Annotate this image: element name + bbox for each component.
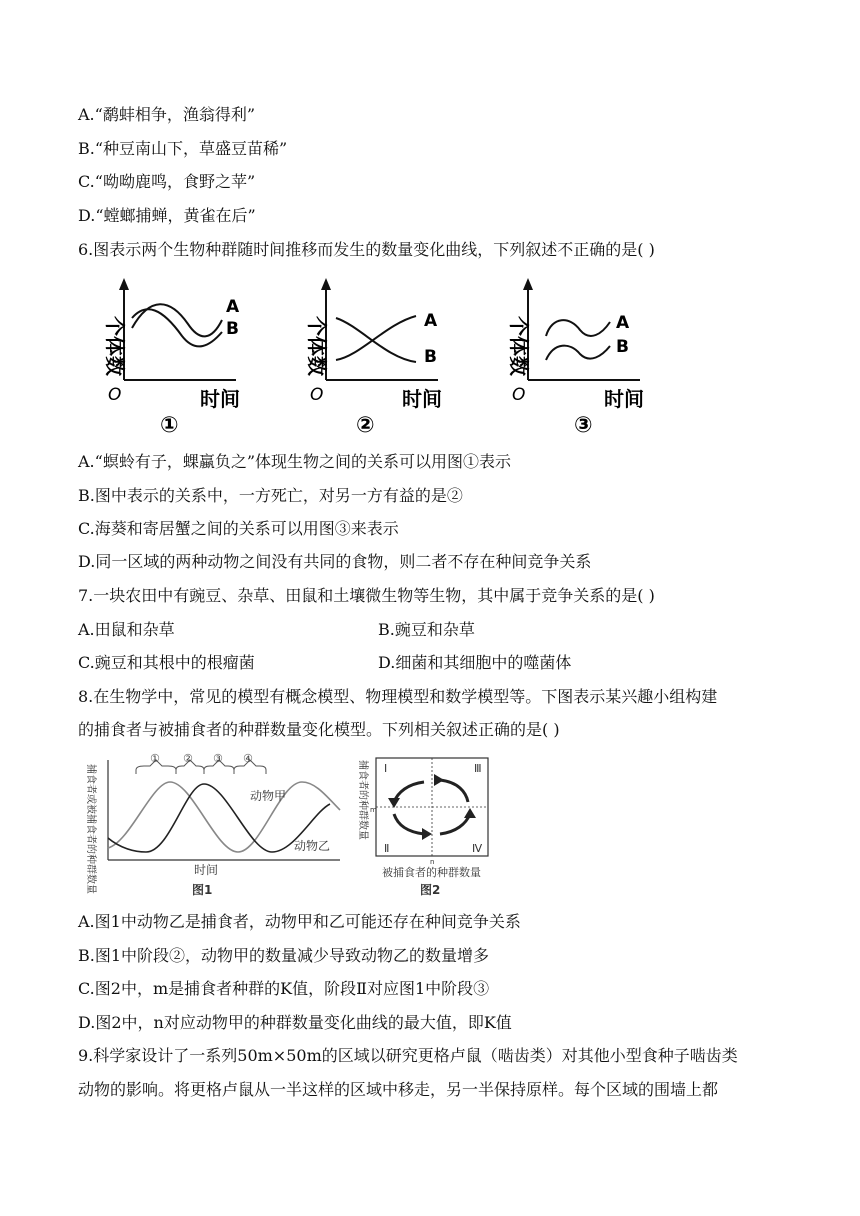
q6-option-c: C.海葵和寄居蟹之间的关系可以用图③来表示 [78, 519, 399, 538]
fig2-xlabel: 时间 [402, 387, 442, 411]
fig1-origin: O [108, 385, 122, 405]
fig3-xlabel: 时间 [604, 387, 644, 411]
fig1-xlabel: 时间 [194, 863, 219, 877]
q6-figure-1 [103, 278, 240, 438]
fig2-xlabel: 被捕食者的种群数量 [382, 866, 481, 879]
q6-figure-3 [507, 278, 644, 438]
fig2-quadrant-2: Ⅱ [384, 842, 390, 855]
fig1-ylabel: 捕食者或被捕食者的种群数量 [85, 764, 96, 894]
fig1-series-jia: 动物甲 [250, 789, 287, 803]
fig1-ylabel: 个体数 [103, 316, 127, 376]
fig2-quadrant-4: Ⅳ [472, 842, 483, 855]
q6-figure-2 [305, 278, 442, 438]
q8-figure-2 [354, 752, 502, 900]
q5-option-d: D.“螳螂捕蝉，黄雀在后” [78, 206, 256, 225]
fig2-quadrant-1: Ⅰ [384, 762, 388, 775]
fig3-label-b: B [616, 337, 629, 357]
fig3-origin: O [512, 385, 526, 405]
fig2-label-b: B [424, 347, 437, 367]
fig1-stage-3: ③ [213, 752, 223, 765]
q7-stem: 7.一块农田中有豌豆、杂草、田鼠和土壤微生物等生物，其中属于竞争关系的是( ) [78, 586, 655, 605]
q7-option-a: A.田鼠和杂草 [78, 620, 175, 639]
q8-stem-line2: 的捕食者与被捕食者的种群数量变化模型。下列相关叙述正确的是( ) [78, 720, 560, 739]
fig2-m: m [370, 806, 377, 814]
q7-option-d: D.细菌和其细胞中的噬菌体 [378, 653, 572, 672]
q8-option-d: D.图2中，n对应动物甲的种群数量变化曲线的最大值，即K值 [78, 1013, 512, 1032]
fig1-label-a: A [226, 297, 240, 317]
q9-line2: 动物的影响。将更格卢鼠从一半这样的区域中移走，另一半保持原样。每个区域的围墙上都 [78, 1080, 719, 1099]
fig1-number: ① [160, 413, 179, 438]
q7-option-b: B.豌豆和杂草 [378, 620, 475, 639]
fig3-label-a: A [616, 313, 630, 333]
q8-figure-1 [80, 752, 344, 900]
fig1-label-b: B [226, 319, 239, 339]
fig2-caption: 图2 [420, 883, 441, 897]
fig3-ylabel: 个体数 [507, 316, 531, 376]
fig2-n: n [430, 858, 435, 866]
fig3-number: ③ [574, 413, 593, 438]
q8-stem-line1: 8.在生物学中，常见的模型有概念模型、物理模型和数学模型等。下图表示某兴趣小组构建 [78, 687, 718, 706]
q6-stem: 6.图表示两个生物种群随时间推移而发生的数量变化曲线，下列叙述不正确的是( ) [78, 240, 655, 259]
q5-option-c: C.“呦呦鹿鸣，食野之苹” [78, 172, 256, 191]
fig2-ylabel: 个体数 [305, 316, 329, 376]
q6-figures [88, 276, 668, 441]
q6-option-d: D.同一区域的两种动物之间没有共同的食物，则二者不存在种间竞争关系 [78, 552, 592, 571]
fig2-origin: O [310, 385, 324, 405]
q8-option-b: B.图1中阶段②，动物甲的数量减少导致动物乙的数量增多 [78, 946, 490, 965]
q9-line1: 9.科学家设计了一系列50m×50m的区域以研究更格卢鼠（啮齿类）对其他小型食种子啮齿类 [78, 1046, 738, 1065]
fig1-xlabel: 时间 [200, 387, 240, 411]
q6-option-a: A.“螟蛉有子，蜾蠃负之”体现生物之间的关系可以用图①表示 [78, 452, 512, 471]
fig1-caption: 图1 [192, 883, 213, 897]
fig1-series-yi: 动物乙 [294, 839, 331, 853]
fig2-number: ② [356, 413, 375, 438]
q5-option-a: A.“鹬蚌相争，渔翁得利” [78, 105, 256, 124]
q8-option-c: C.图2中，m是捕食者种群的K值，阶段Ⅱ对应图1中阶段③ [78, 979, 490, 998]
fig1-stage-2: ② [183, 752, 193, 765]
fig2-quadrant-3: Ⅲ [474, 762, 482, 775]
q5-option-b: B.“种豆南山下，草盛豆苗稀” [78, 139, 288, 158]
fig2-ylabel: 捕食者的种群数量 [357, 760, 368, 840]
q7-option-c: C.豌豆和其根中的根瘤菌 [78, 653, 255, 672]
fig1-stage-1: ① [150, 752, 160, 765]
fig2-label-a: A [424, 311, 438, 331]
fig1-stage-4: ④ [243, 752, 253, 765]
q8-option-a: A.图1中动物乙是捕食者，动物甲和乙可能还存在种间竞争关系 [78, 912, 521, 931]
q6-option-b: B.图中表示的关系中，一方死亡，对另一方有益的是② [78, 486, 463, 505]
